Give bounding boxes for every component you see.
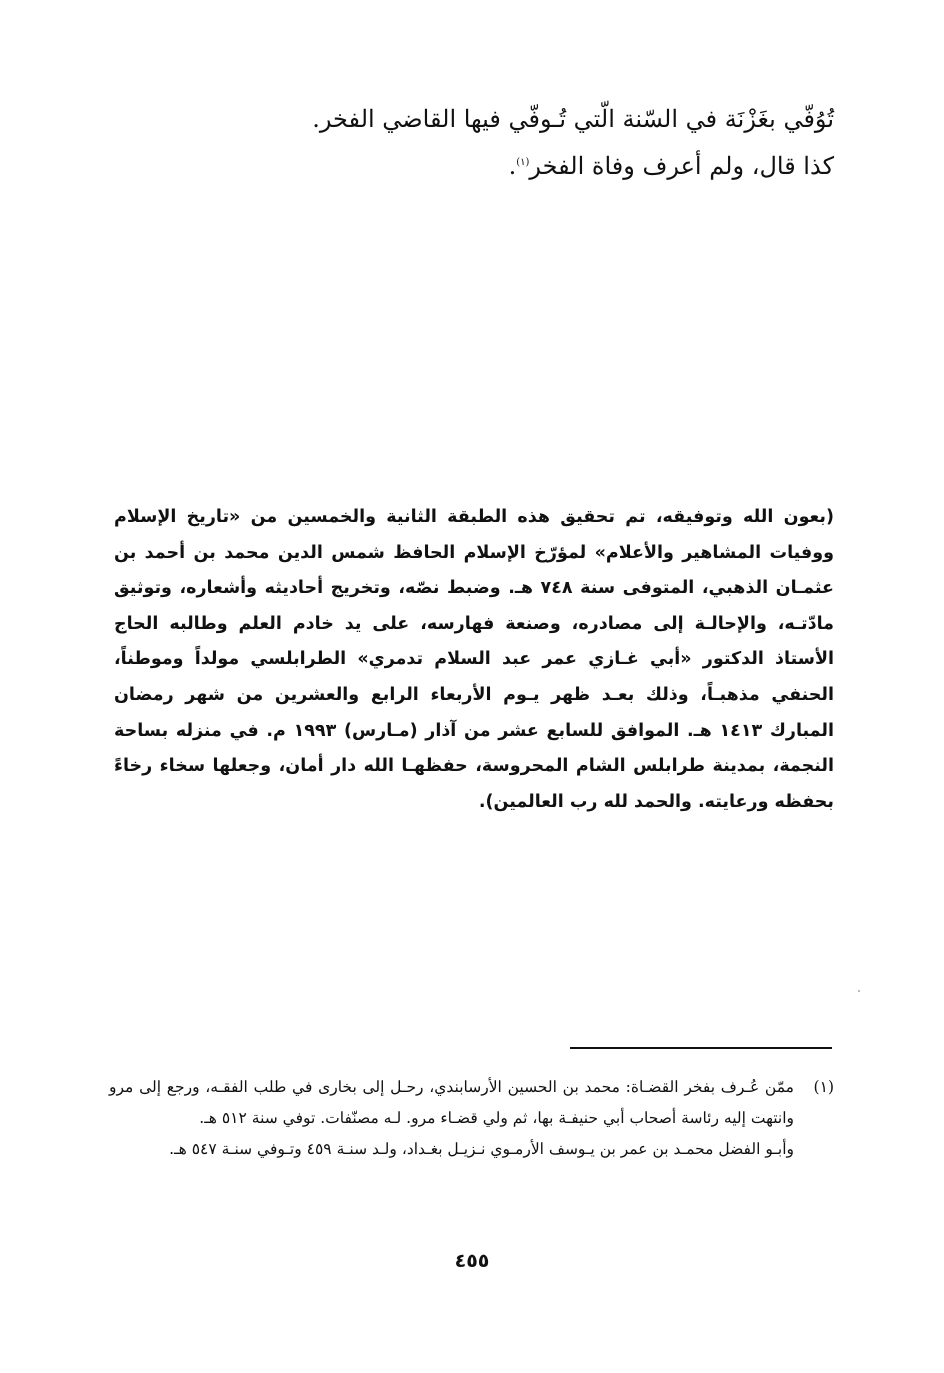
footnote-reference[interactable]: (١) [516, 157, 530, 168]
footnote-number: (١) [813, 1078, 834, 1096]
top-text-line-1: تُوُفّي بغَزْنَة في السّنة الّتي تُـوفّي فيها القاضي الفخر. [312, 105, 834, 133]
footnote-item [109, 1072, 834, 1165]
top-text-line-2-body: كذا قال، ولم أعرف وفاة الفخر [529, 152, 834, 180]
footnote-paragraph: وأبـو الفضل محمـد بن عمر بن يـوسف الأرمـوي نـزيـل بغـداد، ولـد سنـة ٤٥٩ وتـوفي سنـة ٥٤٧ هـ. [169, 1140, 794, 1158]
footnote-body [109, 1072, 794, 1165]
margin-dot [858, 990, 860, 992]
colophon-paragraph [114, 500, 834, 820]
top-text-block [114, 98, 834, 188]
footnote-separator [570, 1047, 832, 1049]
colophon-text: (بعون الله وتوفيقه، تم تحقيق هذه الطبقة الثانية والخمسين من «تاريخ الإسلام ووفيات المشاهير والأعلام» لمؤرّخ الإسلام الحافظ شمس الدين محمد بن أحمد بن عثمـان الذهبي، المتوفى سنة ٧٤٨ هـ. وضبط نصّه، وتخريج أحاديثه وأشعاره، وتوثيق مادّتـه، والإحالـة إلى مصادره، وصنعة فهارسه، على يد خادم العلم وطالبه الحاج الأستاذ الدكتور «أبي غـازي عمر عبد السلام تدمري» الطرابلسي مولداً وموطناً، الحنفي مذهبـاً، وذلك بعـد ظهر يـوم الأربعاء الرابع والعشرين من شهر رمضان المبارك ١٤١٣ هـ. الموافق للسابع عشر من آذار (مـارس) ١٩٩٣ م. في منزله بساحة النجمة، بمدينة طرابلس الشام المحروسة، حفظهـا الله دار أمان، وجعلها سخاء رخاءً بحفظه ورعايته. والحمد لله رب العالمين). [114, 507, 835, 812]
footnote-paragraph: ممّن عُـرف بفخر القضـاة: محمد بن الحسين الأرسابندي، رحـل إلى بخارى في طلب الفقـه، ورجع إلى مرو وانتهت إليه رئاسة أصحاب أبي حنيفـة بها، ثم ولي قضـاء مرو. لـه مصنّفات. توفي سنة ٥١٢ هـ. [109, 1078, 794, 1127]
top-text-line-2-end: . [508, 152, 517, 180]
footnotes-block [109, 1072, 834, 1165]
page-number: ٤٥٥ [454, 1250, 490, 1272]
top-text-line-2 [114, 141, 834, 188]
